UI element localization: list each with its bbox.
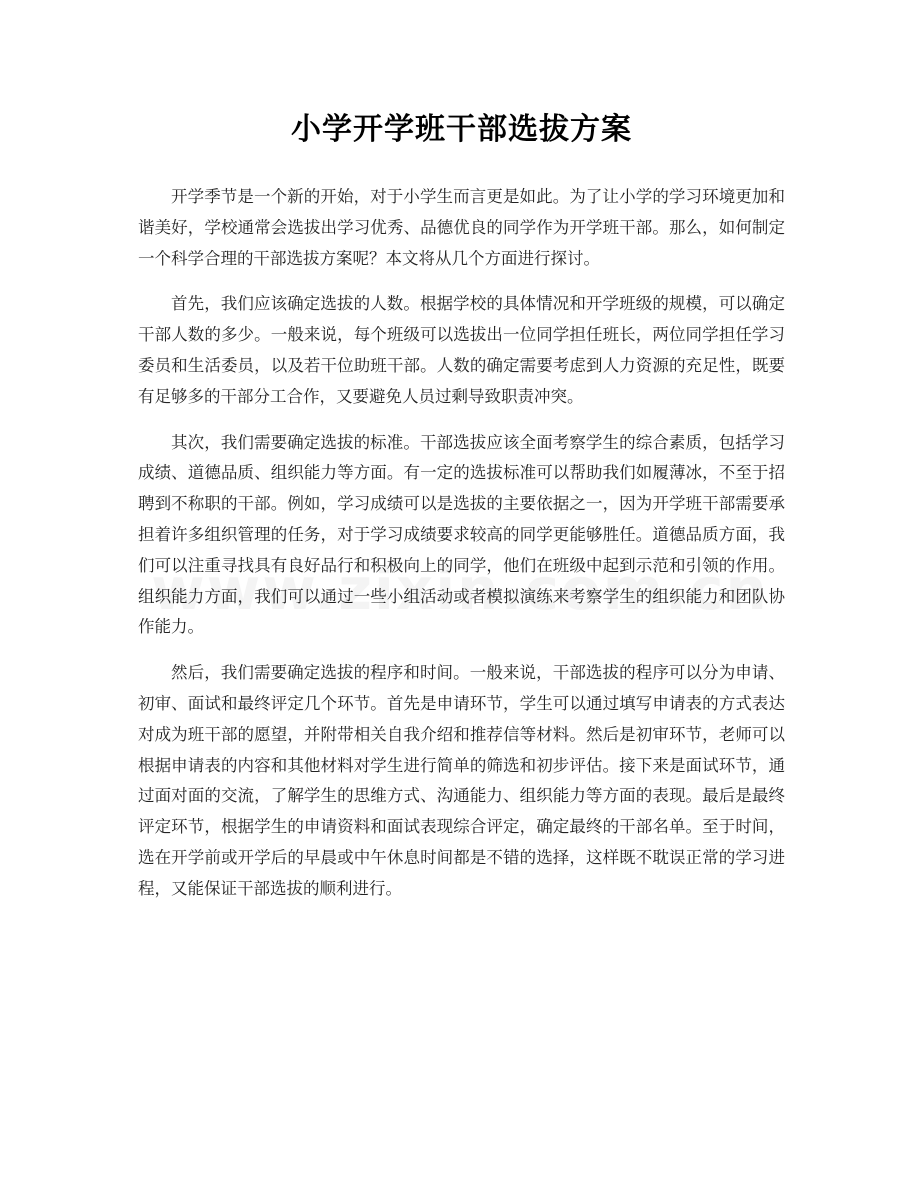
- document-title: 小学开学班干部选拔方案: [291, 112, 632, 147]
- paragraph-intro: 开学季节是一个新的开始，对于小学生而言更是如此。为了让小学的学习环境更加和谐美好，学校通常会选拔出学习优秀、品德优良的同学作为开学班干部。那么，如何制定一个科学合理的干部选拔方案呢？本文将从几个方面进行探讨。: [138, 187, 785, 268]
- paragraph-selection-criteria: 其次，我们需要确定选拔的标准。干部选拔应该全面考察学生的综合素质，包括学习成绩、道德品质、组织能力等方面。有一定的选拔标准可以帮助我们如履薄冰，不至于招聘到不称职的干部。例如，学习成绩可以是选拔的主要依据之一，因为开学班干部需要承担着许多组织管理的任务，对于学习成绩要求较高的同学更能够胜任。道德品质方面，我们可以注重寻找具有良好品行和积极向上的同学，他们在班级中起到示范和引领的作用。组织能力方面，我们可以通过一些小组活动或者模拟演练来考察学生的组织能力和团队协作能力。: [138, 432, 785, 637]
- paragraph-number-of-cadres: 首先，我们应该确定选拔的人数。根据学校的具体情况和开学班级的规模，可以确定干部人数的多少。一般来说，每个班级可以选拔出一位同学担任班长，两位同学担任学习委员和生活委员，以及若干位助班干部。人数的确定需要考虑到人力资源的充足性，既要有足够多的干部分工合作，又要避免人员过剩导致职责冲突。: [138, 294, 785, 406]
- document-body: [138, 182, 785, 905]
- paragraph-procedure-and-time: 然后，我们需要确定选拔的程序和时间。一般来说，干部选拔的程序可以分为申请、初审、面试和最终评定几个环节。首先是申请环节，学生可以通过填写申请表的方式表达对成为班干部的愿望，并附带相关自我介绍和推荐信等材料。然后是初审环节，老师可以根据申请表的内容和其他材料对学生进行简单的筛选和初步评估。接下来是面试环节，通过面对面的交流，了解学生的思维方式、沟通能力、组织能力等方面的表现。最后是最终评定环节，根据学生的申请资料和面试表现综合评定，确定最终的干部名单。至于时间，选在开学前或开学后的早晨或中午休息时间都是不错的选择，这样既不耽误正常的学习进程，又能保证干部选拔的顺利进行。: [138, 663, 785, 898]
